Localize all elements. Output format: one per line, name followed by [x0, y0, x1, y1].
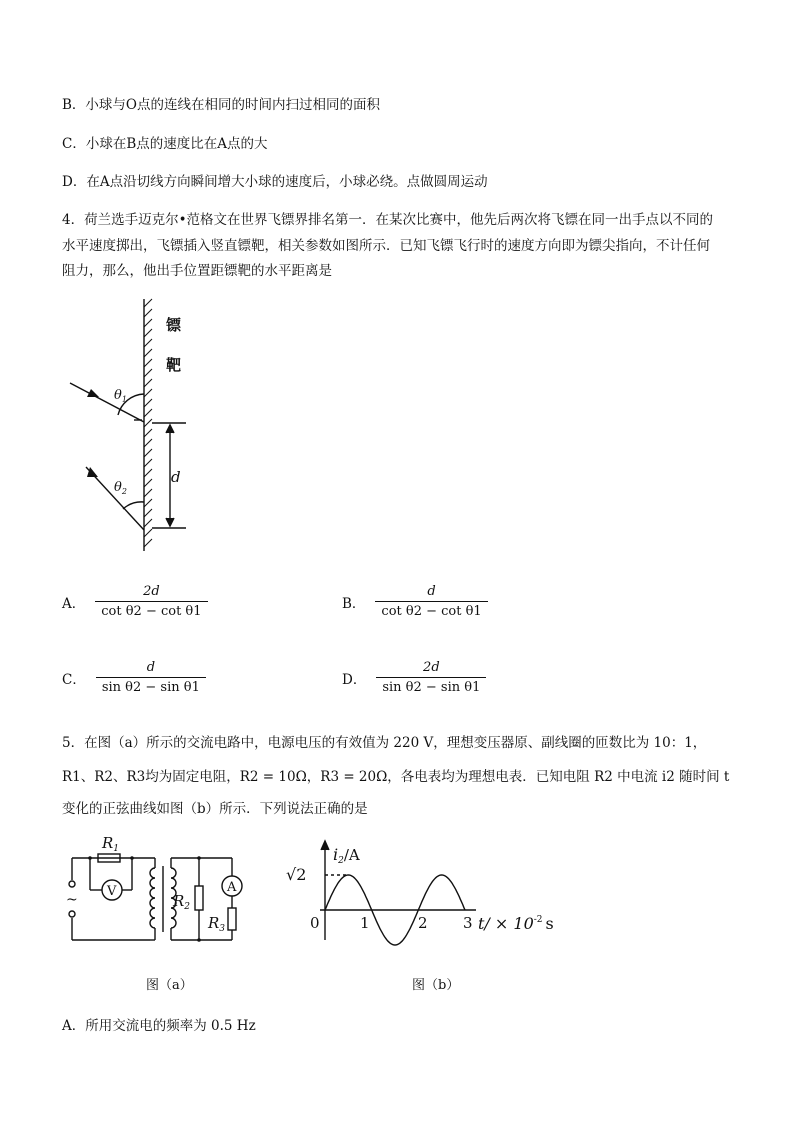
- source-symbol: ~: [66, 892, 78, 908]
- x-axis-title: $t/ \times 10^{-2}$ s: [478, 914, 554, 933]
- voltmeter-label: V: [107, 884, 117, 899]
- q5-circuit-figure: [60, 828, 260, 958]
- dartboard-label-1: 镖: [166, 316, 182, 334]
- q5-option-a: A．所用交流电的频率为 0.5 Hz: [62, 1018, 256, 1034]
- q5-stem-line1: 5．在图（a）所示的交流电路中，电源电压的有效值为 220 V，理想变压器原、副线圈的匝数比为 10：1，: [62, 735, 707, 751]
- q3-option-b: B．小球与O点的连线在相同的时间内扫过相同的面积: [62, 97, 380, 113]
- distance-d-label: d: [171, 468, 181, 486]
- y-axis-title: i2/A: [333, 845, 360, 866]
- q4-stem-line1: 4．荷兰选手迈克尔•范格文在世界飞镖界排名第一．在某次比赛中，他先后两次将飞镖在同一出手点以不同的: [62, 212, 714, 228]
- figure-b-caption: 图（b）: [412, 978, 460, 993]
- r3-label: $R_3$: [208, 914, 226, 934]
- theta1-label: $\theta_1$: [114, 388, 127, 404]
- q4-option-d: D． $\frac{2d}{\text{sin θ2 − sin θ1}}$: [342, 660, 486, 695]
- r2-label: $R_2$: [173, 892, 191, 912]
- r1-label: $R_1$: [102, 834, 120, 854]
- x-tick-3: 3: [463, 914, 473, 932]
- dartboard-label-2: 靶: [166, 356, 182, 374]
- q4-option-c: C． $\frac{d}{\text{sin θ2 − sin θ1}}$: [62, 660, 206, 695]
- q4-option-a: A． $\frac{2d}{\text{cot θ2 − cot θ1}}$: [62, 584, 208, 619]
- x-tick-1: 1: [360, 914, 370, 932]
- figure-a-caption: 图（a）: [146, 978, 193, 993]
- q4-stem-line2: 水平速度掷出，飞镖插入竖直镖靶，相关参数如图所示．已知飞镖飞行时的速度方向即为镖尖指向，不计任何: [62, 238, 710, 254]
- q4-option-a-fraction: $\frac{2d}{\text{cot θ2 − cot θ1}}$: [95, 584, 207, 619]
- q4-option-d-fraction: $\frac{2d}{\text{sin θ2 − sin θ1}}$: [376, 660, 486, 695]
- q4-option-c-fraction: $\frac{d}{\text{sin θ2 − sin θ1}}$: [96, 660, 206, 695]
- q4-dartboard-figure: [60, 295, 220, 557]
- ammeter-label: A: [227, 880, 237, 895]
- theta2-label: $\theta_2$: [114, 480, 127, 496]
- q3-option-d: D．在A点沿切线方向瞬间增大小球的速度后，小球必绕。点做圆周运动: [62, 174, 488, 190]
- x-tick-2: 2: [418, 914, 428, 932]
- q3-option-c: C．小球在B点的速度比在A点的大: [62, 136, 268, 152]
- q5-stem-line3: 变化的正弦曲线如图（b）所示．下列说法正确的是: [62, 801, 368, 817]
- q4-stem-line3: 阻力，那么，他出手位置距镖靶的水平距离是: [62, 263, 332, 279]
- q4-option-b: B． $\frac{d}{\text{cot θ2 − cot θ1}}$: [342, 584, 488, 619]
- x-tick-0: 0: [310, 914, 320, 932]
- q4-option-b-fraction: $\frac{d}{\text{cot θ2 − cot θ1}}$: [375, 584, 487, 619]
- y-peak-label: √2: [286, 865, 307, 884]
- q5-current-graph: [280, 838, 570, 946]
- q5-stem-line2: R1、R2、R3均为固定电阻，R2 = 10Ω，R3 = 20Ω，各电表均为理想电表．已知电阻 R2 中电流 i2 随时间 t: [62, 769, 730, 785]
